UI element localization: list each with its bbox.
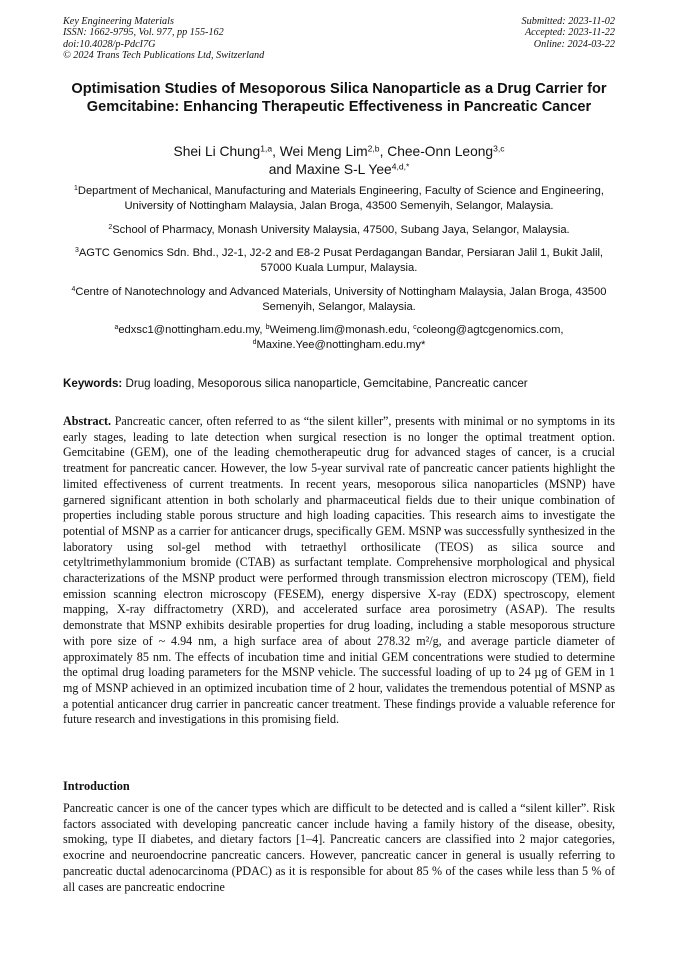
accepted-date: Accepted: 2023-11-22 (524, 27, 615, 39)
doi-line: doi:10.4028/p-PdcI7G (63, 38, 156, 50)
keywords-label: Keywords: (63, 377, 123, 390)
affiliation: $^4$Centre of Nanotechnology and Advanced Materials, University of Nottingham Malaysia, Jalan Broga, 43500 Semenyih, Selangor, Malaysia. (71, 285, 607, 313)
author: Wei Meng Lim$^{2,b}$, (279, 143, 388, 159)
affiliation: $^3$AGTC Genomics Sdn. Bhd., J2-1, J2-2 and E8-2 Pusat Perdagangan Bandar, Persiaran Jalil 1, Bukit Jalil, 57000 Kuala Lumpur, Malaysia. (74, 247, 604, 274)
paper-title: Optimisation Studies of Mesoporous Silica Nanoparticle as a Drug Carrier for Gemcitabine: Enhancing Therapeutic Effectiveness in Pancreatic Cancer (71, 81, 607, 115)
abstract-label: Abstract. (63, 414, 112, 428)
email[interactable]: $^a$edxsc1@nottingham.edu.my, (114, 324, 266, 336)
email[interactable]: $^d$Maxine.Yee@nottingham.edu.my* (252, 339, 426, 351)
author: and Maxine S-L Yee$^{4,d,*}$ (268, 160, 410, 177)
abstract-text: Pancreatic cancer, often referred to as “the silent killer”, presents with minimal or no symptoms in its early stages, leading to late detection when surgical resection is no longer the optimal treatment option. Gemcitabine (GEM), one of the leading chemotherapeutic drug for advanced stages of cancer, is a crucial treatment for pancreatic cancer. However, the low 5-year survival rate of pancreatic cancer patients highlight the limited effectiveness of current treatments. In recent years, mesoporous silica nanoparticles (MSNP) have garnered significant attention in both scholarly and pharmaceutical fields due to their unique combination of properties including stable porous structure and high loading capacities. This research aims to investigate the potential of MSNP as a carrier for anticancer drugs, specifically GEM. MSNP was successfully synthesized in the laboratory using sol-gel method with tetraethyl orthosilicate (TEOS) as silica source and cetyltrimethylammonium bromide (CTAB) as surfactant template. Comprehensive morphological and physical characterizations of the MSNP product were performed through transmission electron microscopy (TEM), field emission scanning electron microscopy (FESEM), energy dispersive X-ray (EDX) spectroscopy, element mapping, X-ray diffractometry (XRD), and accelerated surface area porosimetry (ASAP). The results demonstrate that MSNP exhibits desirable properties for drug loading, including a stable mesoporous structure with pore size of ~ 4.94 nm, a high surface area of about 278.32 m²/g, and average particle diameter of approximately 85 nm. The effects of incubation time and initial GEM concentrations were studied to determine the optimal drug loading parameters for the MSNP vehicle. The successful loading of up to 24 µg of GEM in 1 mg of MSNP achieved in an optimized incubation time of 2 hour, validates the tremendous potential of MSNP as a potential anticancer drug carrier in pancreatic cancer treatment. These findings provide a valuable reference for future research and investigations in this promising field. (63, 414, 615, 727)
affiliation: $^1$Department of Mechanical, Manufacturing and Materials Engineering, Faculty of Science and Engineering, University of Nottingham Malaysia, Jalan Broga, 43500 Semenyih, Selangor, Malaysia. (74, 185, 604, 212)
copyright-line: © 2024 Trans Tech Publications Ltd, Switzerland (63, 50, 265, 62)
affiliations (70, 184, 608, 362)
abstract (63, 414, 615, 728)
journal-name: Key Engineering Materials (63, 16, 174, 27)
affiliation: $^2$School of Pharmacy, Monash University Malaysia, 47500, Subang Jaya, Selangor, Malaysia. (108, 223, 570, 236)
keywords (63, 377, 615, 391)
author: Chee-Onn Leong$^{3,c}$ (387, 143, 505, 159)
submitted-date: Submitted: 2023-11-02 (521, 16, 615, 27)
journal-header (63, 16, 264, 62)
dates-header (522, 16, 615, 50)
keywords-text: Drug loading, Mesoporous silica nanoparticle, Gemcitabine, Pancreatic cancer (122, 377, 528, 390)
email-list (70, 323, 608, 353)
email[interactable]: $^c$coleong@agtcgenomics.com, (413, 324, 564, 336)
issn-line: ISSN: 1662-9795, Vol. 977, pp 155-162 (63, 27, 224, 39)
email[interactable]: $^b$Weimeng.lim@monash.edu, (265, 324, 414, 336)
online-date: Online: 2024-03-22 (533, 38, 615, 50)
introduction-text: Pancreatic cancer is one of the cancer types which are difficult to be detected and is called a “silent killer”. Risk factors associated with developing pancreatic cancer include having a family history of the disease, obesity, smoking, type II diabetes, and dietary factors [1–4]. Pancreatic cancers are classified into 2 major categories, exocrine and neuroendocrine pancreatic cancers. However, pancreatic cancer in general is usually referring to pancreatic ductal adenocarcinoma (PDAC) as it is responsible for about 85 % of the cases while less than 5 % of all cases are pancreatic endocrine (63, 801, 615, 894)
author: Shei Li Chung$^{1,a}$, (173, 143, 280, 159)
author-list (70, 143, 608, 178)
introduction-heading: Introduction (63, 779, 130, 793)
